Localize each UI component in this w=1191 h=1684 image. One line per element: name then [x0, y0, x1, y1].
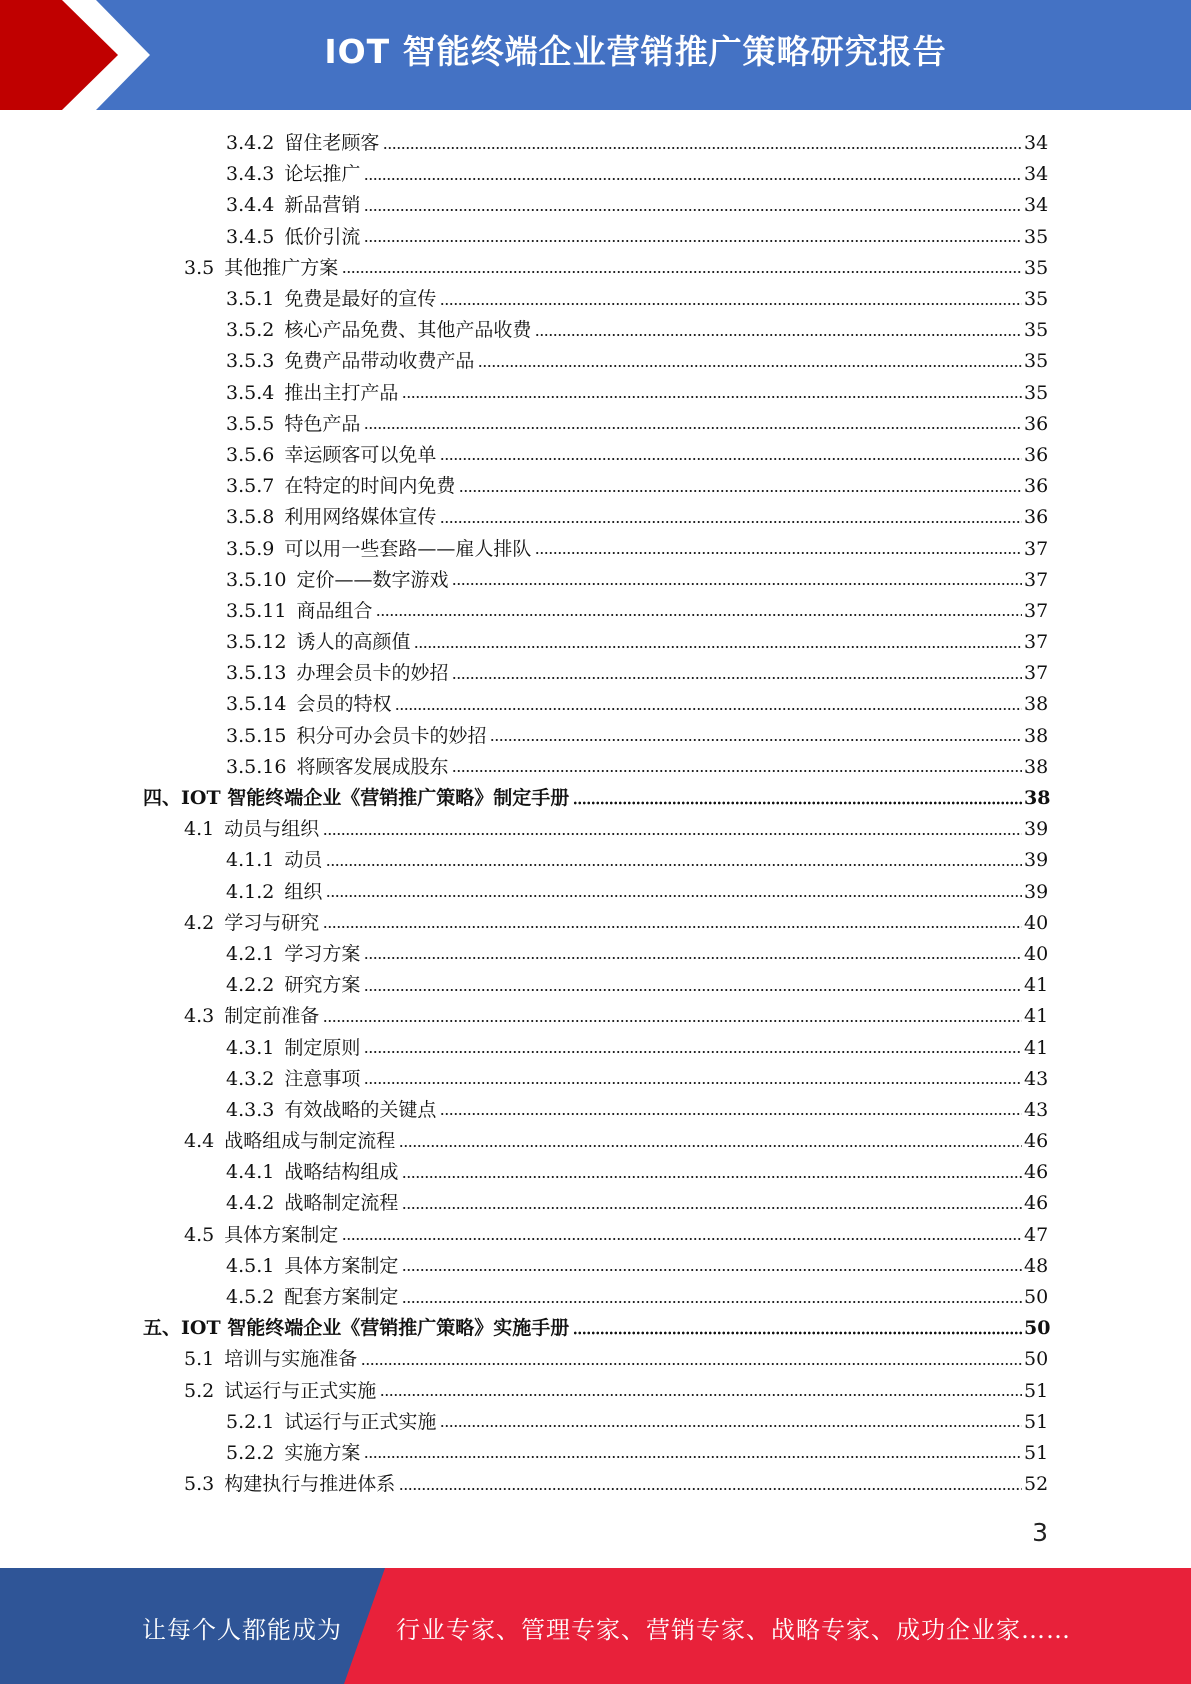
- toc-dot-leader: [364, 206, 1022, 214]
- toc-entry[interactable]: [0, 159, 1191, 190]
- toc-entry[interactable]: [0, 1220, 1191, 1251]
- toc-dot-leader: [402, 1298, 1022, 1306]
- toc-entry[interactable]: [0, 1095, 1191, 1126]
- toc-dot-leader: [440, 518, 1022, 526]
- toc-entry[interactable]: [0, 253, 1191, 284]
- toc-entry-page: 35: [1024, 381, 1049, 404]
- toc-entry[interactable]: [0, 1188, 1191, 1219]
- toc-entry[interactable]: [0, 752, 1191, 783]
- toc-dot-leader: [414, 643, 1022, 651]
- toc-entry[interactable]: [0, 1251, 1191, 1282]
- toc-entry-title: 制定原则: [284, 1036, 361, 1059]
- toc-entry-number: 5.2: [184, 1379, 215, 1402]
- toc-entry-number: 4.5: [184, 1223, 215, 1246]
- toc-entry-title: 培训与实施准备: [224, 1348, 358, 1371]
- toc-dot-leader: [452, 674, 1022, 682]
- toc-entry-page: 37: [1024, 537, 1049, 560]
- toc-entry[interactable]: [0, 190, 1191, 221]
- toc-entry[interactable]: [0, 908, 1191, 939]
- toc-entry[interactable]: [0, 1001, 1191, 1032]
- toc-entry-page: 51: [1024, 1441, 1049, 1464]
- toc-entry[interactable]: [0, 845, 1191, 876]
- toc-entry-page: 46: [1024, 1192, 1049, 1215]
- toc-dot-leader: [364, 175, 1022, 183]
- toc-entry-number: 3.5: [184, 256, 215, 279]
- toc-entry[interactable]: [0, 409, 1191, 440]
- toc-entry-page: 38: [1024, 724, 1049, 747]
- toc-entry-page: 41: [1024, 974, 1049, 997]
- toc-dot-leader: [364, 954, 1022, 962]
- toc-entry-page: 35: [1024, 350, 1049, 373]
- toc-dot-leader: [402, 1266, 1022, 1274]
- toc-entry-page: 37: [1024, 662, 1049, 685]
- toc-entry-number: 4.2.1: [226, 942, 275, 965]
- toc-entry-title: 在特定的时间内免费: [284, 475, 456, 498]
- toc-dot-leader: [440, 1110, 1022, 1118]
- toc-entry-title: 将顾客发展成股东: [296, 755, 449, 778]
- toc-entry-number: 3.5.7: [226, 475, 275, 498]
- toc-entry-page: 36: [1024, 475, 1049, 498]
- toc-entry-number: 4.1.2: [226, 880, 275, 903]
- toc-entry-page: 39: [1024, 880, 1049, 903]
- toc-entry-number: 3.4.2: [226, 132, 275, 155]
- toc-entry-title: 特色产品: [284, 412, 361, 435]
- toc-entry-page: 41: [1024, 1036, 1049, 1059]
- toc-entry-title: 实施方案: [284, 1441, 361, 1464]
- toc-entry[interactable]: [0, 939, 1191, 970]
- toc-dot-leader: [440, 1422, 1022, 1430]
- toc-entry-title: 积分可办会员卡的妙招: [296, 724, 487, 747]
- toc-entry[interactable]: [0, 565, 1191, 596]
- toc-entry-title: 学习方案: [284, 942, 361, 965]
- toc-dot-leader: [452, 580, 1022, 588]
- toc-entry-number: 3.5.11: [226, 599, 287, 622]
- toc-entry-page: 34: [1024, 163, 1049, 186]
- toc-entry-page: 46: [1024, 1161, 1049, 1184]
- toc-entry[interactable]: [0, 284, 1191, 315]
- toc-entry[interactable]: [0, 128, 1191, 159]
- toc-entry[interactable]: [0, 721, 1191, 752]
- toc-entry[interactable]: [0, 1313, 1191, 1344]
- toc-entry-title: IOT 智能终端企业《营销推广策略》制定手册: [181, 787, 570, 810]
- toc-entry-title: 试运行与正式实施: [284, 1410, 437, 1433]
- toc-entry-page: 36: [1024, 412, 1049, 435]
- toc-dot-leader: [402, 393, 1022, 401]
- toc-dot-leader: [361, 1360, 1022, 1368]
- toc-entry-page: 34: [1024, 194, 1049, 217]
- toc-entry[interactable]: [0, 1376, 1191, 1407]
- toc-entry[interactable]: [0, 877, 1191, 908]
- toc-entry-number: 3.5.5: [226, 412, 275, 435]
- toc-entry-page: 47: [1024, 1223, 1049, 1246]
- toc-entry-number: 4.3.3: [226, 1098, 275, 1121]
- toc-entry-page: 48: [1024, 1254, 1049, 1277]
- toc-entry-number: 4.3.2: [226, 1067, 275, 1090]
- toc-entry-title: 具体方案制定: [224, 1223, 339, 1246]
- toc-dot-leader: [323, 830, 1022, 838]
- toc-dot-leader: [364, 1048, 1022, 1056]
- toc-entry-number: 5.3: [184, 1473, 215, 1496]
- toc-entry[interactable]: [0, 222, 1191, 253]
- toc-entry[interactable]: [0, 378, 1191, 409]
- toc-entry-number: 3.5.1: [226, 288, 275, 311]
- toc-entry-page: 50: [1024, 1286, 1049, 1309]
- toc-entry-title: 利用网络媒体宣传: [284, 506, 437, 529]
- toc-entry-number: 4.2: [184, 911, 215, 934]
- toc-entry-number: 3.5.12: [226, 631, 287, 654]
- toc-dot-leader: [402, 1173, 1022, 1181]
- toc-dot-leader: [399, 1142, 1022, 1150]
- toc-entry-page: 50: [1024, 1348, 1049, 1371]
- toc-dot-leader: [323, 923, 1022, 931]
- toc-entry-number: 3.5.15: [226, 724, 287, 747]
- toc-entry-page: 35: [1024, 319, 1049, 342]
- toc-entry-title: 推出主打产品: [284, 381, 399, 404]
- toc-entry[interactable]: [0, 440, 1191, 471]
- toc-entry-number: 4.4.1: [226, 1161, 275, 1184]
- toc-dot-leader: [478, 362, 1022, 370]
- toc-entry-number: 五、: [143, 1317, 182, 1340]
- toc-entry-number: 3.5.13: [226, 662, 287, 685]
- page-footer: [0, 1568, 1191, 1684]
- table-of-contents: [0, 128, 1191, 1500]
- toc-entry[interactable]: [0, 1032, 1191, 1063]
- page-number: 3: [1032, 1518, 1048, 1547]
- toc-entry-number: 4.4: [184, 1130, 215, 1153]
- toc-entry-page: 40: [1024, 911, 1049, 934]
- toc-entry-title: 办理会员卡的妙招: [296, 662, 449, 685]
- toc-dot-leader: [535, 549, 1022, 557]
- toc-dot-leader: [364, 1079, 1022, 1087]
- toc-dot-leader: [440, 455, 1022, 463]
- toc-entry-title: 核心产品免费、其他产品收费: [284, 319, 532, 342]
- toc-entry-page: 35: [1024, 256, 1049, 279]
- toc-entry-title: 战略制定流程: [284, 1192, 399, 1215]
- toc-dot-leader: [342, 1235, 1022, 1243]
- toc-entry-page: 35: [1024, 288, 1049, 311]
- toc-entry-number: 4.3: [184, 1005, 215, 1028]
- toc-entry-title: 配套方案制定: [284, 1286, 399, 1309]
- footer-slogan-left: 让每个人都能成为: [142, 1616, 342, 1644]
- toc-dot-leader: [383, 144, 1022, 152]
- toc-entry-page: 38: [1024, 755, 1049, 778]
- toc-entry-number: 4.1.1: [226, 849, 275, 872]
- toc-entry-number: 3.5.10: [226, 568, 287, 591]
- toc-dot-leader: [399, 1485, 1022, 1493]
- toc-entry-title: 可以用一些套路——雇人排队: [284, 537, 532, 560]
- toc-entry-title: 定价——数字游戏: [296, 568, 449, 591]
- toc-entry-title: 制定前准备: [224, 1005, 320, 1028]
- toc-entry-title: IOT 智能终端企业《营销推广策略》实施手册: [181, 1317, 570, 1340]
- toc-entry-number: 四、: [143, 787, 182, 810]
- toc-entry-page: 46: [1024, 1130, 1049, 1153]
- toc-dot-leader: [395, 705, 1022, 713]
- toc-entry[interactable]: [0, 1407, 1191, 1438]
- toc-entry-page: 39: [1024, 818, 1049, 841]
- toc-entry-title: 动员与组织: [224, 818, 320, 841]
- toc-entry-page: 43: [1024, 1067, 1049, 1090]
- toc-entry-number: 4.2.2: [226, 974, 275, 997]
- toc-entry[interactable]: [0, 533, 1191, 564]
- toc-entry-number: 3.4.3: [226, 163, 275, 186]
- toc-entry-page: 36: [1024, 506, 1049, 529]
- toc-dot-leader: [342, 268, 1022, 276]
- toc-dot-leader: [326, 892, 1022, 900]
- toc-dot-leader: [459, 487, 1022, 495]
- toc-entry-title: 组织: [284, 880, 323, 903]
- toc-entry[interactable]: [0, 346, 1191, 377]
- toc-dot-leader: [323, 1017, 1022, 1025]
- toc-entry-title: 留住老顾客: [284, 132, 380, 155]
- toc-entry[interactable]: [0, 315, 1191, 346]
- toc-entry-number: 4.1: [184, 818, 215, 841]
- toc-entry-number: 3.5.4: [226, 381, 275, 404]
- toc-entry-page: 51: [1024, 1410, 1049, 1433]
- toc-entry-title: 具体方案制定: [284, 1254, 399, 1277]
- toc-entry-title: 免费产品带动收费产品: [284, 350, 475, 373]
- toc-entry-title: 学习与研究: [224, 911, 320, 934]
- toc-entry-title: 有效战略的关键点: [284, 1098, 437, 1121]
- toc-entry-page: 52: [1024, 1473, 1049, 1496]
- toc-entry-number: 3.5.16: [226, 755, 287, 778]
- footer-slogan-right: 行业专家、管理专家、营销专家、战略专家、成功企业家……: [396, 1616, 1071, 1644]
- toc-entry[interactable]: [0, 1438, 1191, 1469]
- toc-entry-number: 3.5.14: [226, 693, 287, 716]
- toc-entry[interactable]: [0, 1469, 1191, 1500]
- toc-entry-title: 构建执行与推进体系: [224, 1473, 396, 1496]
- toc-entry-title: 会员的特权: [296, 693, 392, 716]
- toc-entry-title: 试运行与正式实施: [224, 1379, 377, 1402]
- toc-entry-page: 38: [1024, 693, 1049, 716]
- toc-entry[interactable]: [0, 1064, 1191, 1095]
- toc-entry-number: 3.4.4: [226, 194, 275, 217]
- toc-entry-number: 3.5.3: [226, 350, 275, 373]
- toc-entry-title: 幸运顾客可以免单: [284, 443, 437, 466]
- toc-entry[interactable]: [0, 814, 1191, 845]
- toc-entry-page: 39: [1024, 849, 1049, 872]
- toc-entry[interactable]: [0, 689, 1191, 720]
- toc-dot-leader: [376, 611, 1022, 619]
- toc-entry[interactable]: [0, 970, 1191, 1001]
- toc-entry[interactable]: [0, 1344, 1191, 1375]
- toc-entry-number: 5.1: [184, 1348, 215, 1371]
- toc-entry-title: 动员: [284, 849, 323, 872]
- toc-entry-title: 战略结构组成: [284, 1161, 399, 1184]
- toc-entry-page: 41: [1024, 1005, 1049, 1028]
- toc-dot-leader: [440, 300, 1022, 308]
- toc-entry[interactable]: [0, 783, 1191, 814]
- toc-entry-page: 35: [1024, 225, 1049, 248]
- toc-entry-title: 注意事项: [284, 1067, 361, 1090]
- toc-entry[interactable]: [0, 658, 1191, 689]
- toc-dot-leader: [573, 799, 1022, 807]
- toc-dot-leader: [364, 237, 1022, 245]
- toc-entry-title: 其他推广方案: [224, 256, 339, 279]
- toc-dot-leader: [380, 1391, 1022, 1399]
- toc-entry[interactable]: [0, 471, 1191, 502]
- toc-entry-number: 3.5.2: [226, 319, 275, 342]
- toc-entry[interactable]: [0, 596, 1191, 627]
- toc-entry-number: 4.5.2: [226, 1286, 275, 1309]
- toc-entry-title: 诱人的高颜值: [296, 631, 411, 654]
- toc-entry[interactable]: [0, 1282, 1191, 1313]
- toc-entry[interactable]: [0, 1157, 1191, 1188]
- toc-entry-number: 5.2.1: [226, 1410, 275, 1433]
- toc-entry-number: 3.4.5: [226, 225, 275, 248]
- toc-entry-title: 新品营销: [284, 194, 361, 217]
- toc-entry-number: 4.3.1: [226, 1036, 275, 1059]
- toc-entry-number: 3.5.9: [226, 537, 275, 560]
- toc-entry-title: 战略组成与制定流程: [224, 1130, 396, 1153]
- toc-entry-page: 36: [1024, 443, 1049, 466]
- toc-dot-leader: [402, 1204, 1022, 1212]
- toc-entry-page: 38: [1024, 787, 1051, 810]
- toc-entry-page: 50: [1024, 1317, 1051, 1340]
- toc-entry[interactable]: [0, 502, 1191, 533]
- toc-entry-page: 34: [1024, 132, 1049, 155]
- toc-entry-number: 4.4.2: [226, 1192, 275, 1215]
- toc-dot-leader: [326, 861, 1022, 869]
- toc-entry[interactable]: [0, 1126, 1191, 1157]
- toc-entry-page: 51: [1024, 1379, 1049, 1402]
- page-header: [0, 0, 1191, 110]
- toc-dot-leader: [573, 1329, 1022, 1337]
- toc-entry-page: 37: [1024, 599, 1049, 622]
- toc-entry-number: 3.5.8: [226, 506, 275, 529]
- toc-entry-title: 论坛推广: [284, 163, 361, 186]
- toc-dot-leader: [364, 1453, 1022, 1461]
- toc-dot-leader: [364, 424, 1022, 432]
- toc-entry-page: 43: [1024, 1098, 1049, 1121]
- toc-entry-number: 4.5.1: [226, 1254, 275, 1277]
- toc-entry-page: 37: [1024, 631, 1049, 654]
- toc-entry-number: 3.5.6: [226, 443, 275, 466]
- toc-dot-leader: [490, 736, 1022, 744]
- toc-entry-page: 40: [1024, 942, 1049, 965]
- toc-entry-page: 37: [1024, 568, 1049, 591]
- toc-entry-title: 商品组合: [296, 599, 373, 622]
- toc-entry-title: 研究方案: [284, 974, 361, 997]
- toc-dot-leader: [364, 986, 1022, 994]
- toc-entry[interactable]: [0, 627, 1191, 658]
- toc-entry-title: 免费是最好的宣传: [284, 288, 437, 311]
- toc-dot-leader: [535, 331, 1022, 339]
- toc-entry-title: 低价引流: [284, 225, 361, 248]
- toc-entry-number: 5.2.2: [226, 1441, 275, 1464]
- toc-dot-leader: [452, 767, 1022, 775]
- document-title: IOT 智能终端企业营销推广策略研究报告: [324, 32, 947, 71]
